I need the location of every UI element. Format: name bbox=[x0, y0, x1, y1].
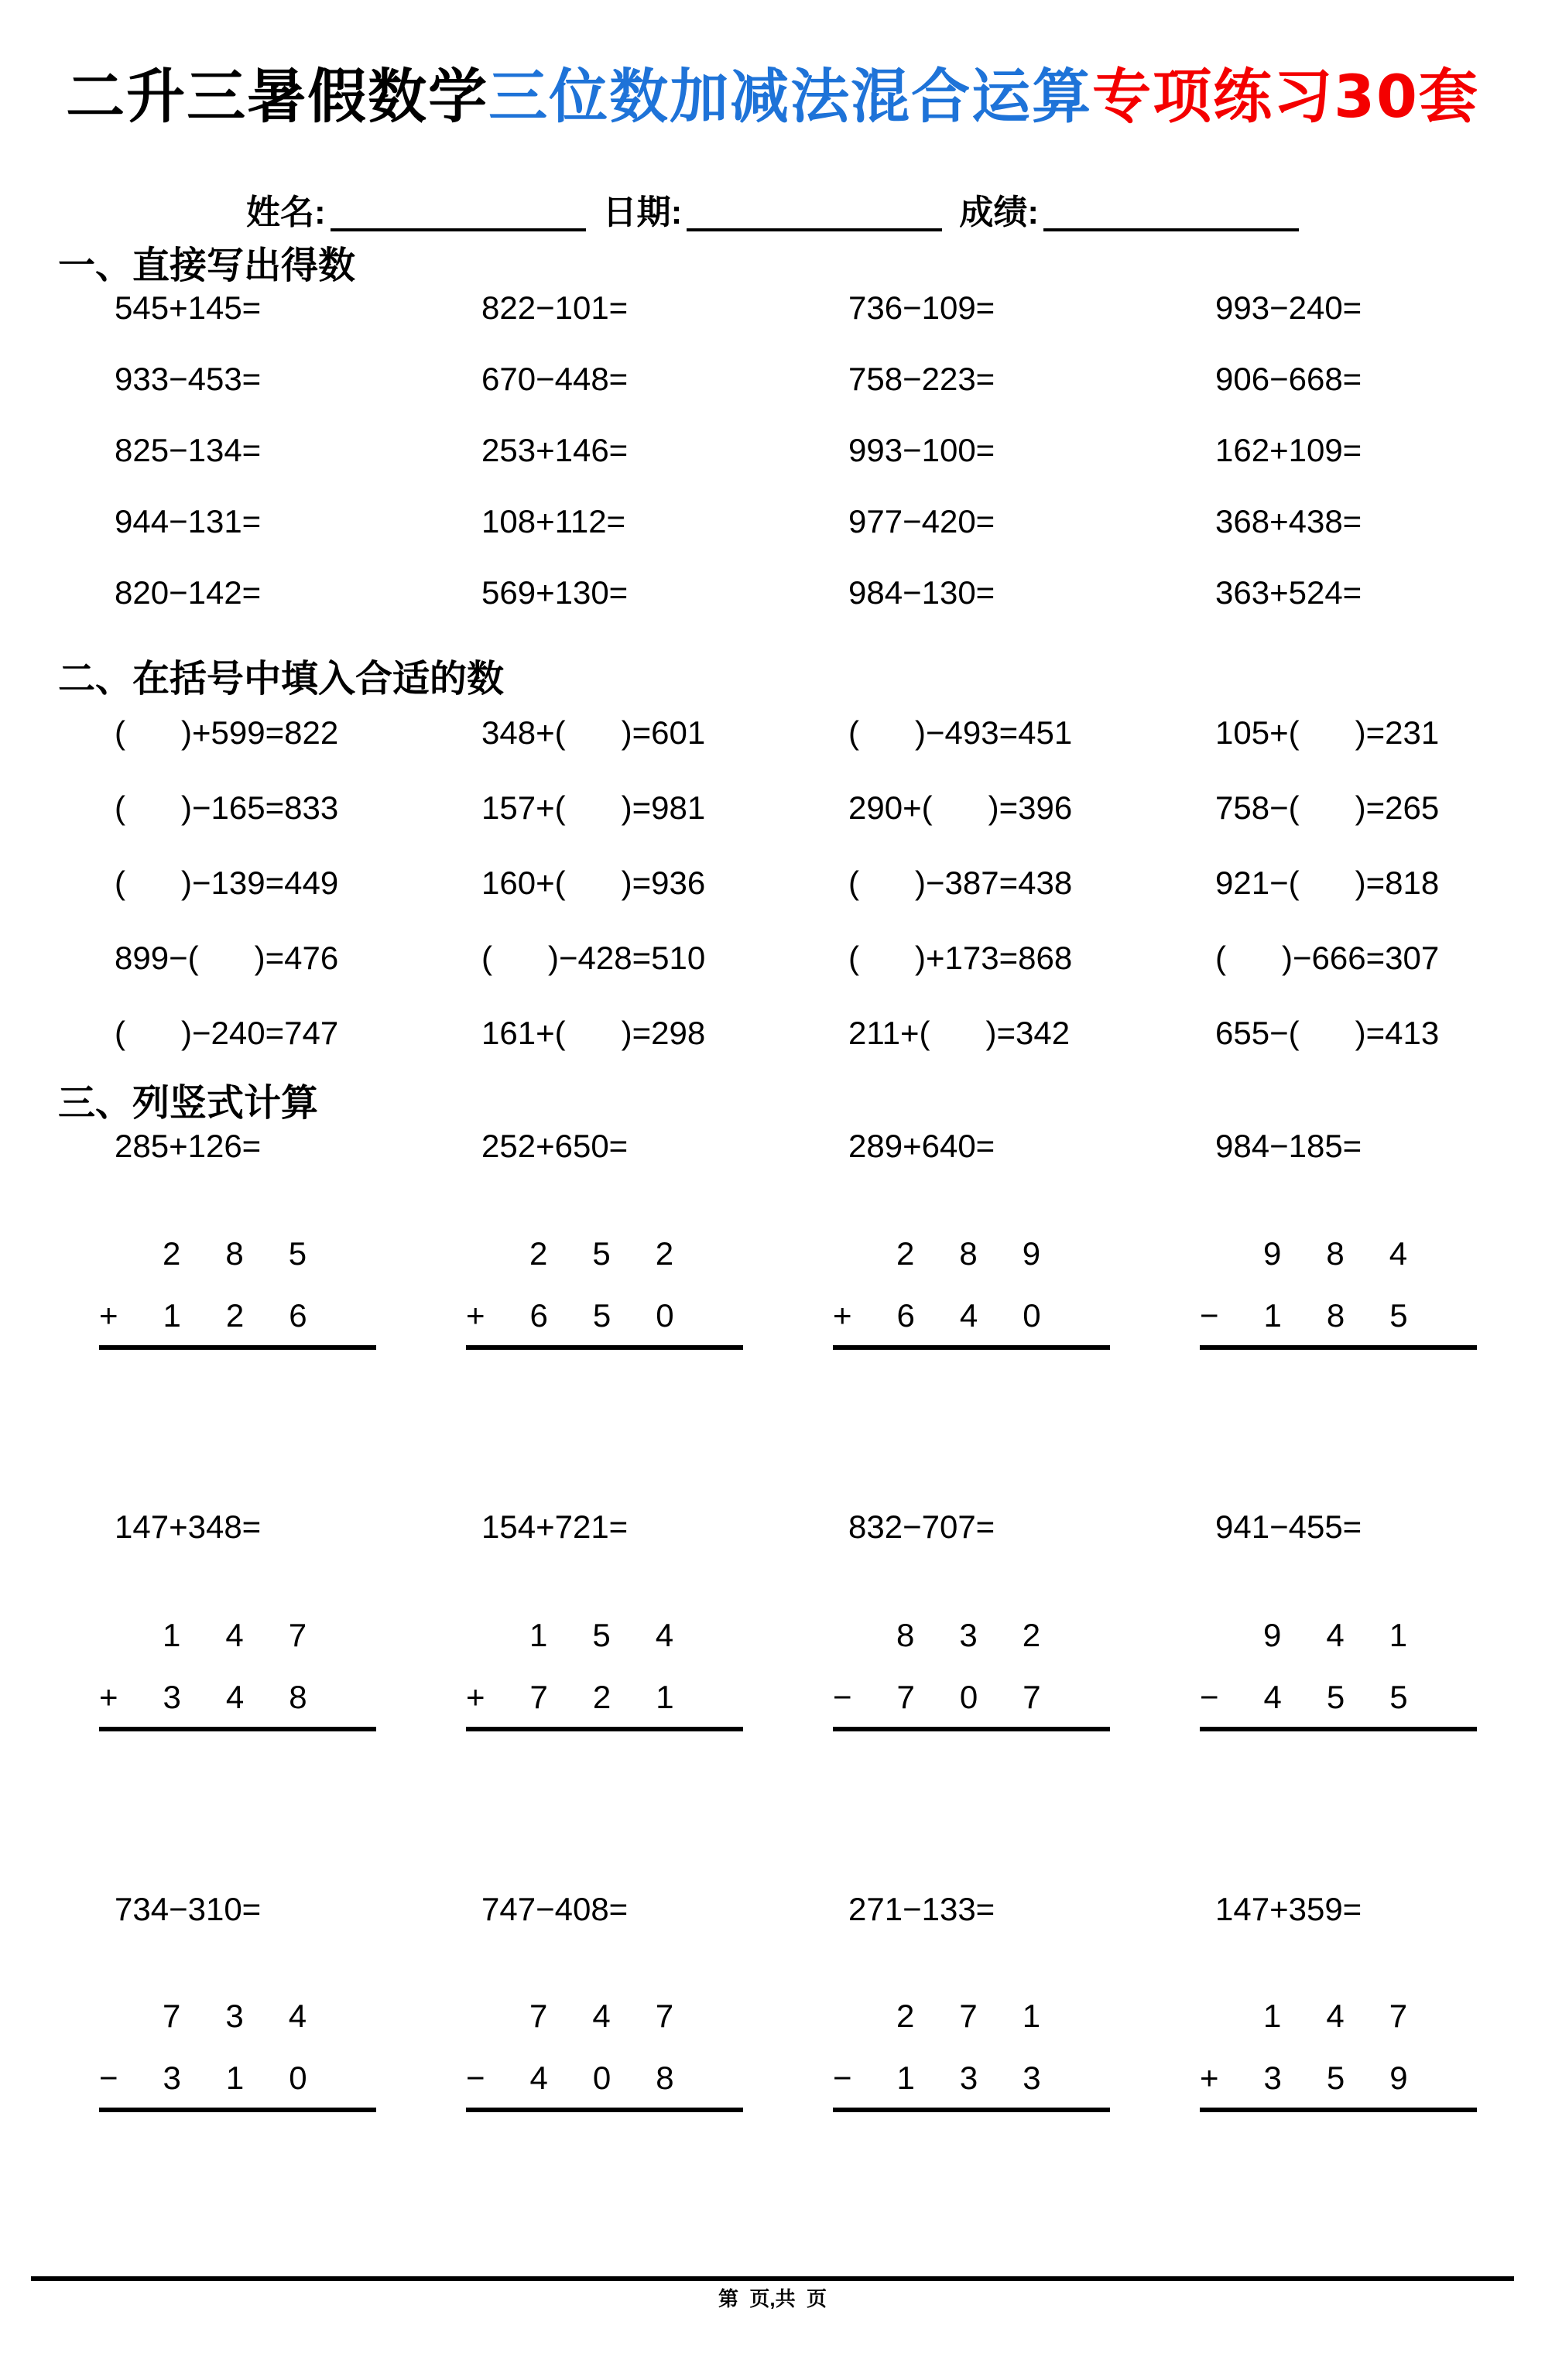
bottom-digits: 721 bbox=[529, 1679, 719, 1715]
vertical-calc bbox=[1200, 1604, 1477, 1731]
bottom-digits: 650 bbox=[529, 1297, 719, 1334]
problem-item: 825−134= bbox=[115, 432, 262, 468]
problem-post: )−493=451 bbox=[915, 714, 1073, 751]
problem-post: )=413 bbox=[1355, 1014, 1440, 1051]
problem-pre: ( bbox=[115, 714, 125, 751]
problem-label: 941−455= bbox=[1215, 1508, 1362, 1545]
problem-post: )−240=747 bbox=[181, 1014, 339, 1051]
problem-post: )=231 bbox=[1355, 714, 1440, 751]
problem-post: )=342 bbox=[985, 1014, 1071, 1051]
top-digits: 734 bbox=[163, 1998, 352, 2034]
vertical-top-operand bbox=[1200, 1223, 1477, 1285]
name-label: 姓名: bbox=[246, 193, 326, 231]
problem-item bbox=[481, 770, 848, 845]
vertical-top-operand bbox=[466, 1604, 743, 1666]
problem-post: )−387=438 bbox=[915, 864, 1073, 901]
date-label: 日期: bbox=[602, 193, 683, 231]
section3-group3-vertical bbox=[99, 1985, 1545, 2112]
problem-post: )=818 bbox=[1355, 864, 1440, 901]
problem-label: 734−310= bbox=[115, 1891, 262, 1927]
vertical-calc bbox=[833, 1985, 1110, 2112]
problem-item bbox=[115, 920, 481, 995]
problem-pre: 921−( bbox=[1215, 864, 1300, 901]
page-title bbox=[0, 50, 1545, 134]
problem-post: )=476 bbox=[254, 939, 339, 976]
problem-item bbox=[848, 770, 1215, 845]
vertical-top-operand bbox=[466, 1223, 743, 1285]
sum-line bbox=[466, 2108, 743, 2112]
problem-item: 906−668= bbox=[1215, 361, 1362, 397]
problem-pre: 655−( bbox=[1215, 1014, 1300, 1051]
vertical-calc bbox=[1200, 1223, 1477, 1350]
sum-line bbox=[1200, 2108, 1477, 2112]
vertical-top-operand bbox=[833, 1604, 1110, 1666]
title-segment-black: 二升三暑假数学 bbox=[66, 62, 489, 131]
vertical-top-operand bbox=[833, 1223, 1110, 1285]
problem-item bbox=[481, 995, 848, 1070]
section1-header: 一、直接写出得数 bbox=[58, 245, 356, 286]
sum-line bbox=[99, 1345, 376, 1350]
bottom-digits: 455 bbox=[1263, 1679, 1453, 1715]
top-digits: 147 bbox=[1263, 1998, 1453, 2034]
problem-label: 289+640= bbox=[848, 1128, 995, 1164]
problem-item bbox=[1215, 995, 1545, 1070]
problem-item: 670−448= bbox=[481, 361, 629, 397]
problem-label: 252+650= bbox=[481, 1128, 629, 1164]
bottom-digits: 408 bbox=[529, 2060, 719, 2096]
problem-post: )=396 bbox=[988, 789, 1073, 826]
top-digits: 252 bbox=[529, 1235, 719, 1272]
problem-pre: 290+( bbox=[848, 789, 933, 826]
bottom-digits: 133 bbox=[896, 2060, 1086, 2096]
problem-item bbox=[1215, 845, 1545, 920]
problem-item bbox=[1215, 920, 1545, 995]
problem-item: 822−101= bbox=[481, 289, 629, 326]
vertical-calc bbox=[833, 1223, 1110, 1350]
problem-item bbox=[115, 695, 481, 770]
sum-line bbox=[1200, 1727, 1477, 1731]
bottom-digits: 707 bbox=[896, 1679, 1086, 1715]
problem-post: )−666=307 bbox=[1282, 939, 1440, 976]
problem-pre: 211+( bbox=[848, 1014, 930, 1051]
vertical-calc bbox=[99, 1985, 376, 2112]
page-footer: 第 页,共 页 bbox=[718, 2287, 827, 2310]
operator: + bbox=[466, 1679, 485, 1715]
bottom-digits: 359 bbox=[1263, 2060, 1453, 2096]
problem-post: )+599=822 bbox=[181, 714, 339, 751]
problem-item: 108+112= bbox=[481, 503, 626, 539]
problem-item: 368+438= bbox=[1215, 503, 1362, 539]
problem-pre: 758−( bbox=[1215, 789, 1300, 826]
top-digits: 832 bbox=[896, 1617, 1086, 1653]
operator: − bbox=[99, 2060, 118, 2096]
problem-item bbox=[115, 845, 481, 920]
problem-label: 832−707= bbox=[848, 1508, 995, 1545]
problem-item bbox=[115, 995, 481, 1070]
problem-post: )=936 bbox=[621, 864, 706, 901]
problem-item: 984−130= bbox=[848, 574, 995, 611]
problem-item: 933−453= bbox=[115, 361, 262, 397]
problem-post: )−428=510 bbox=[548, 939, 706, 976]
vertical-calc bbox=[99, 1604, 376, 1731]
top-digits: 984 bbox=[1263, 1235, 1453, 1272]
vertical-bottom-operand bbox=[99, 1285, 376, 1347]
problem-post: )+173=868 bbox=[915, 939, 1073, 976]
sum-line bbox=[99, 2108, 376, 2112]
problem-item: 977−420= bbox=[848, 503, 995, 539]
vertical-calc bbox=[833, 1604, 1110, 1731]
vertical-top-operand bbox=[466, 1985, 743, 2047]
problem-label: 147+359= bbox=[1215, 1891, 1362, 1927]
problem-item: 162+109= bbox=[1215, 432, 1362, 468]
problem-item: 758−223= bbox=[848, 361, 995, 397]
problem-item bbox=[481, 920, 848, 995]
problem-label: 147+348= bbox=[115, 1508, 262, 1545]
vertical-bottom-operand bbox=[466, 1666, 743, 1728]
problem-item: 253+146= bbox=[481, 432, 629, 468]
problem-item bbox=[848, 995, 1215, 1070]
vertical-calc bbox=[466, 1985, 743, 2112]
vertical-top-operand bbox=[99, 1223, 376, 1285]
bottom-digits: 126 bbox=[163, 1297, 352, 1334]
problem-pre: 157+( bbox=[481, 789, 566, 826]
problem-pre: ( bbox=[115, 1014, 125, 1051]
vertical-calc bbox=[1200, 1985, 1477, 2112]
vertical-calc bbox=[466, 1223, 743, 1350]
title-segment-blue: 三位数加减法混合运算 bbox=[488, 62, 1093, 131]
top-digits: 747 bbox=[529, 1998, 719, 2034]
section1-grid bbox=[115, 272, 1545, 628]
top-digits: 154 bbox=[529, 1617, 719, 1653]
sum-line bbox=[466, 1345, 743, 1350]
sum-line bbox=[99, 1727, 376, 1731]
problem-post: )=601 bbox=[621, 714, 706, 751]
bottom-digits: 640 bbox=[896, 1297, 1086, 1334]
section3-group2-labels bbox=[115, 1504, 1545, 1550]
problem-pre: ( bbox=[115, 789, 125, 826]
problem-post: )−139=449 bbox=[181, 864, 339, 901]
problem-pre: ( bbox=[848, 939, 859, 976]
problem-item bbox=[848, 695, 1215, 770]
top-digits: 271 bbox=[896, 1998, 1086, 2034]
bottom-digits: 348 bbox=[163, 1679, 352, 1715]
problem-label: 271−133= bbox=[848, 1891, 995, 1927]
vertical-bottom-operand bbox=[1200, 1285, 1477, 1347]
problem-post: )=981 bbox=[621, 789, 706, 826]
problem-item bbox=[481, 695, 848, 770]
operator: − bbox=[1200, 1679, 1219, 1715]
operator: − bbox=[466, 2060, 485, 2096]
vertical-calc bbox=[466, 1604, 743, 1731]
problem-post: )−165=833 bbox=[181, 789, 339, 826]
vertical-bottom-operand bbox=[466, 1285, 743, 1347]
operator: + bbox=[1200, 2060, 1219, 2096]
problem-item: 545+145= bbox=[115, 289, 262, 326]
problem-item bbox=[1215, 695, 1545, 770]
score-label: 成绩: bbox=[959, 193, 1039, 231]
problem-label: 984−185= bbox=[1215, 1128, 1362, 1164]
vertical-bottom-operand bbox=[833, 1666, 1110, 1728]
problem-pre: ( bbox=[848, 714, 859, 751]
problem-pre: ( bbox=[848, 864, 859, 901]
vertical-bottom-operand bbox=[1200, 1666, 1477, 1728]
problem-pre: 899−( bbox=[115, 939, 199, 976]
problem-pre: 160+( bbox=[481, 864, 566, 901]
date-blank bbox=[687, 194, 942, 231]
vertical-bottom-operand bbox=[833, 2047, 1110, 2109]
score-blank bbox=[1043, 194, 1299, 231]
problem-post: )=265 bbox=[1355, 789, 1440, 826]
vertical-bottom-operand bbox=[833, 1285, 1110, 1347]
problem-item bbox=[848, 845, 1215, 920]
problem-item bbox=[481, 845, 848, 920]
problem-pre: 105+( bbox=[1215, 714, 1300, 751]
sum-line bbox=[833, 1345, 1110, 1350]
top-digits: 941 bbox=[1263, 1617, 1453, 1653]
problem-label: 154+721= bbox=[481, 1508, 629, 1545]
vertical-bottom-operand bbox=[99, 1666, 376, 1728]
meta-line bbox=[0, 184, 1545, 234]
bottom-digits: 185 bbox=[1263, 1297, 1453, 1334]
vertical-calc bbox=[99, 1223, 376, 1350]
vertical-top-operand bbox=[1200, 1985, 1477, 2047]
problem-item: 944−131= bbox=[115, 503, 262, 539]
footer-divider bbox=[31, 2276, 1514, 2281]
problem-item: 736−109= bbox=[848, 289, 995, 326]
sum-line bbox=[466, 1727, 743, 1731]
problem-item: 569+130= bbox=[481, 574, 629, 611]
operator: + bbox=[99, 1297, 118, 1334]
sum-line bbox=[833, 1727, 1110, 1731]
name-blank bbox=[331, 194, 586, 231]
bottom-digits: 310 bbox=[163, 2060, 352, 2096]
section2-grid bbox=[115, 695, 1545, 1070]
problem-item bbox=[1215, 770, 1545, 845]
section3-header: 三、列竖式计算 bbox=[58, 1083, 319, 1124]
section3-group2-vertical bbox=[99, 1604, 1545, 1731]
problem-item: 820−142= bbox=[115, 574, 262, 611]
section3-group3-labels bbox=[115, 1886, 1545, 1933]
top-digits: 147 bbox=[163, 1617, 352, 1653]
operator: + bbox=[99, 1679, 118, 1715]
operator: + bbox=[466, 1297, 485, 1334]
vertical-top-operand bbox=[833, 1985, 1110, 2047]
vertical-top-operand bbox=[99, 1604, 376, 1666]
section2-header: 二、在括号中填入合适的数 bbox=[58, 659, 505, 700]
vertical-bottom-operand bbox=[1200, 2047, 1477, 2109]
top-digits: 285 bbox=[163, 1235, 352, 1272]
vertical-bottom-operand bbox=[99, 2047, 376, 2109]
section3-group1-vertical bbox=[99, 1223, 1545, 1350]
sum-line bbox=[1200, 1345, 1477, 1350]
operator: + bbox=[833, 1297, 852, 1334]
problem-item: 993−100= bbox=[848, 432, 995, 468]
problem-label: 285+126= bbox=[115, 1128, 262, 1164]
title-segment-red: 专项练习30套 bbox=[1092, 62, 1479, 131]
problem-pre: 348+( bbox=[481, 714, 566, 751]
operator: − bbox=[1200, 1297, 1219, 1334]
problem-pre: ( bbox=[1215, 939, 1226, 976]
problem-pre: ( bbox=[481, 939, 492, 976]
top-digits: 289 bbox=[896, 1235, 1086, 1272]
operator: − bbox=[833, 1679, 852, 1715]
sum-line bbox=[833, 2108, 1110, 2112]
vertical-top-operand bbox=[99, 1985, 376, 2047]
problem-pre: 161+( bbox=[481, 1014, 566, 1051]
vertical-bottom-operand bbox=[466, 2047, 743, 2109]
section3-group1-labels bbox=[115, 1123, 1545, 1169]
problem-item: 363+524= bbox=[1215, 574, 1362, 611]
problem-pre: ( bbox=[115, 864, 125, 901]
vertical-top-operand bbox=[1200, 1604, 1477, 1666]
problem-item: 993−240= bbox=[1215, 289, 1362, 326]
problem-item bbox=[848, 920, 1215, 995]
problem-item bbox=[115, 770, 481, 845]
problem-post: )=298 bbox=[621, 1014, 706, 1051]
problem-label: 747−408= bbox=[481, 1891, 629, 1927]
operator: − bbox=[833, 2060, 852, 2096]
